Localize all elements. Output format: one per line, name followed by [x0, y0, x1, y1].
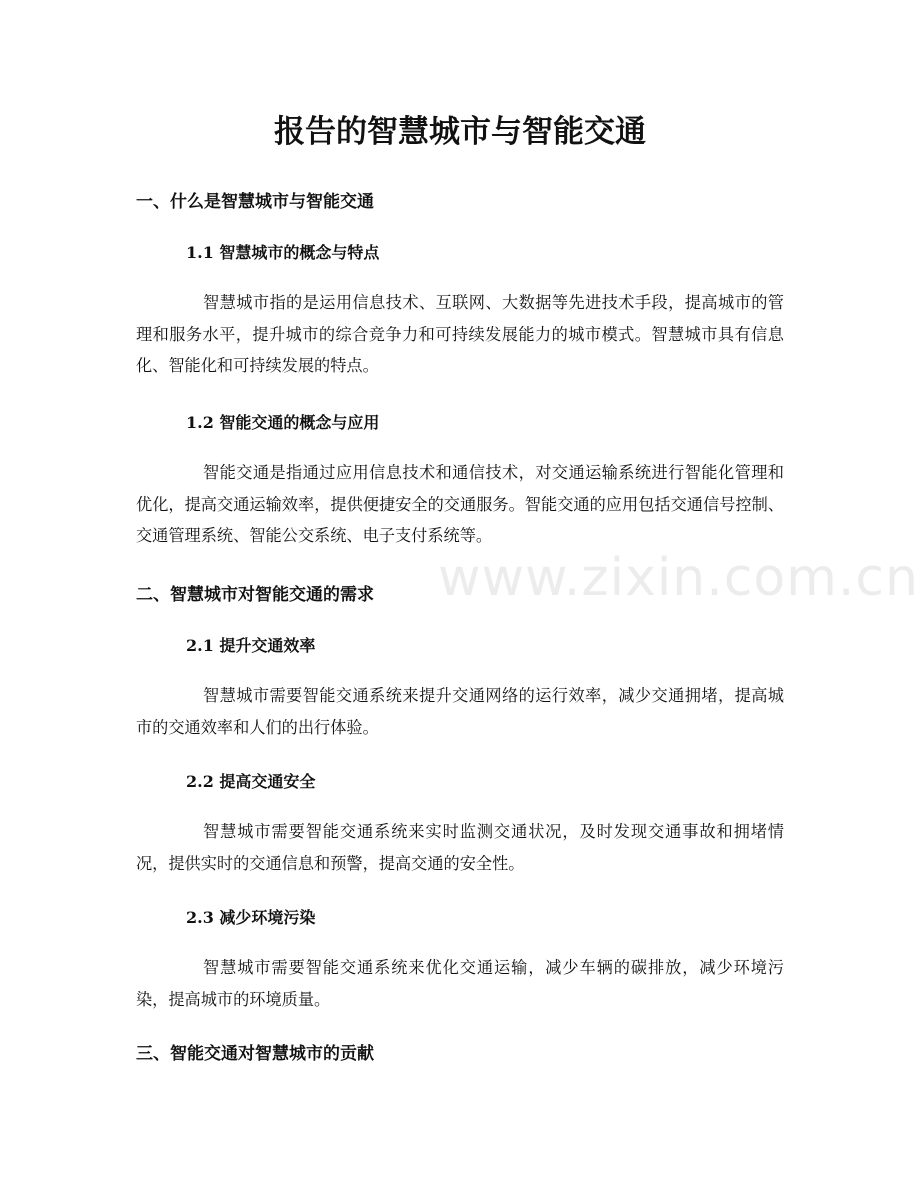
subsection-heading-2-2: 2.2 提高交通安全 — [186, 772, 316, 791]
paragraph-1-1: 智慧城市指的是运用信息技术、互联网、大数据等先进技术手段，提高城市的管理和服务水平，提升城市的综合竞争力和可持续发展能力的城市模式。智慧城市具有信息化、智能化和可持续发展的特点。 — [136, 293, 784, 375]
paragraph-2-1: 智慧城市需要智能交通系统来提升交通网络的运行效率，减少交通拥堵，提高城市的交通效率和人们的出行体验。 — [136, 686, 784, 737]
subsection-heading-1-1: 1.1 智慧城市的概念与特点 — [186, 243, 380, 262]
paragraph-1-2: 智能交通是指通过应用信息技术和通信技术，对交通运输系统进行智能化管理和优化，提高交通运输效率，提供便捷安全的交通服务。智能交通的应用包括交通信号控制、交通管理系统、智能公交系统、电子支付系统等。 — [136, 463, 784, 545]
subsection-heading-2-3: 2.3 减少环境污染 — [186, 908, 316, 927]
watermark-text: www.zixin.com.cn — [438, 548, 919, 608]
paragraph-2-3: 智慧城市需要智能交通系统来优化交通运输，减少车辆的碳排放，减少环境污染，提高城市的环境质量。 — [136, 958, 784, 1009]
document-title: 报告的智慧城市与智能交通 — [274, 114, 646, 150]
paragraph-2-2: 智慧城市需要智能交通系统来实时监测交通状况，及时发现交通事故和拥堵情况，提供实时的交通信息和预警，提高交通的安全性。 — [136, 822, 784, 873]
subsection-heading-1-2: 1.2 智能交通的概念与应用 — [186, 413, 380, 432]
section-heading-3: 三、智能交通对智慧城市的贡献 — [136, 1044, 374, 1064]
section-heading-2: 二、智慧城市对智能交通的需求 — [136, 585, 374, 605]
section-heading-1: 一、什么是智慧城市与智能交通 — [136, 192, 374, 212]
subsection-heading-2-1: 2.1 提升交通效率 — [186, 636, 316, 655]
